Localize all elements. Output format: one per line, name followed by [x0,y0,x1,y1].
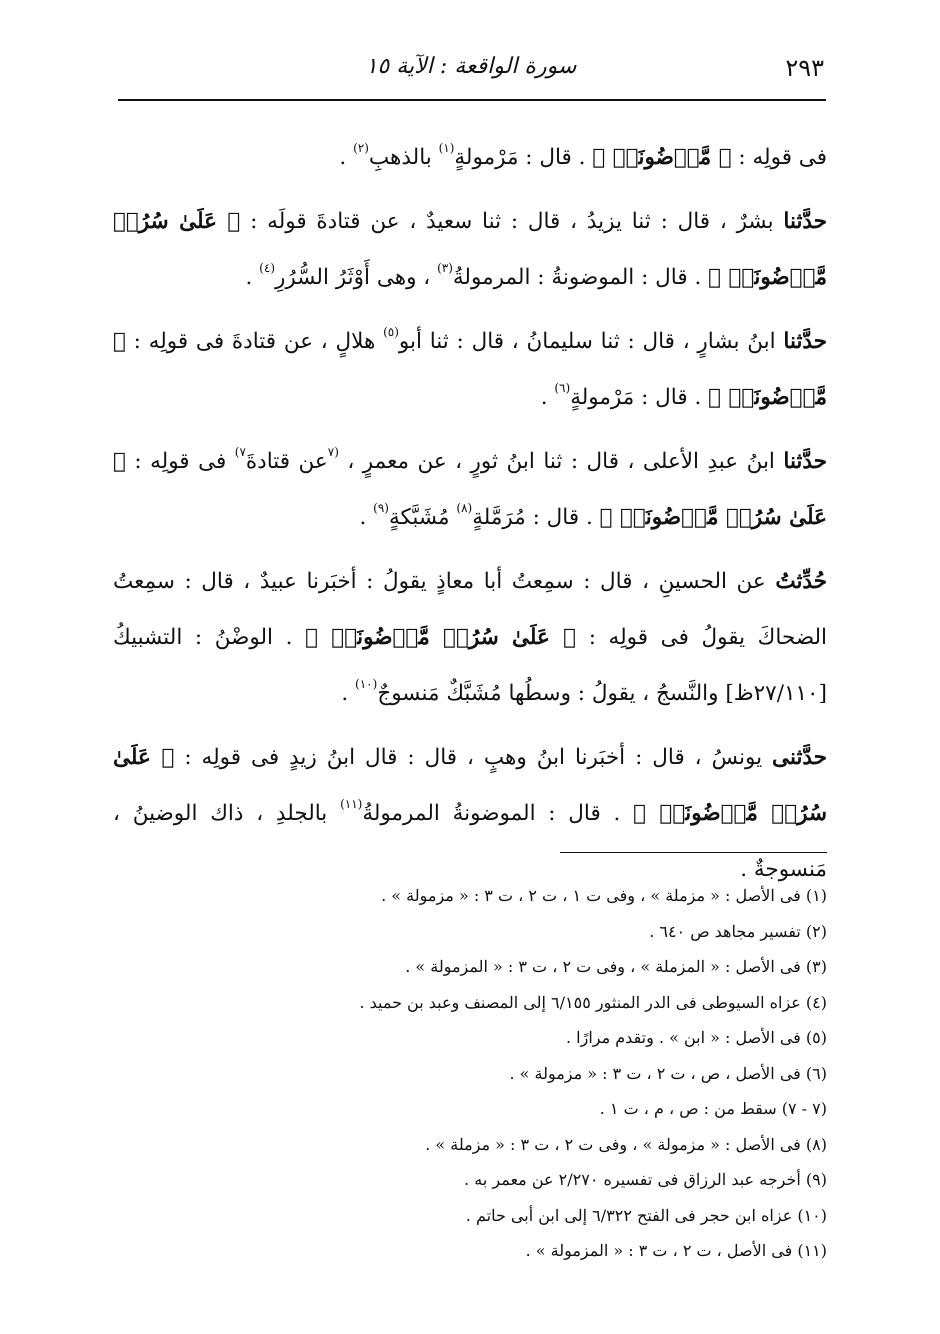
isnad-lead: حدَّثنا [783,449,827,474]
text-run: . قال : مَرْمولةٍ [454,145,593,170]
footnotes [190,878,827,1269]
text-run: بشرٌ ، قال : ثنا يزيدُ ، قال : ثنا سعيدٌ ، عن قتادةَ قولَه : [240,209,784,234]
text-run: . الوضْنُ : التشبيكُ [٢٧/١١٠ظ] والنَّسجُ ، يقولُ : وسطُها مُشَبَّكٌ مَنسوجٌ [113,625,827,706]
text-run: ، وهى أَوْثَرُ السُّرُرِ [275,265,438,290]
text-run: ابنُ بشارٍ ، قال : ثنا سليمانُ ، قال : ثنا أبو [398,329,784,354]
footnote-reference: (٨) [456,501,473,515]
quran-quote: ﴿ عَلَىٰ سُرُرٖ مَّوۡضُونَةٖ ﴾ [113,745,827,826]
text-run: . [339,145,354,170]
text-run: . قال : الموضونةُ المرمولةُ [362,801,634,826]
footnote-reference: (١١) [340,797,363,811]
text-run: عن قتادةَ [245,449,328,474]
isnad-lead: حدَّثنى [772,745,827,770]
isnad-lead: حدَّثنا [783,329,828,354]
text-run: . قال : الموضونةُ : المرمولةُ [452,265,709,290]
paragraph [113,730,827,898]
page-header [118,54,824,94]
text-run: ابنُ عبدِ الأعلى ، قال : ثنا ابنُ ثورٍ ، عن معمرٍ ، [338,449,784,474]
text-run: يونسُ ، قال : أخبَرنا ابنُ وهبٍ ، قال : قال ابنُ زيدٍ فى قولِه : [174,745,773,770]
quran-quote: ﴿ عَلَىٰ سُرُرٖ مَّوۡضُونَةٖ ﴾ [113,449,827,530]
text-run: بالجلدِ ، ذاك الوضينُ ، مَنسوجةٌ . [113,801,827,882]
running-head: سورة الواقعة : الآية ١٥ [365,54,577,79]
text-run: . [245,265,260,290]
footnote-reference: (٤) [259,261,275,275]
text-run: مُشَبَّكةٍ [388,505,457,530]
text-run: . [341,681,356,706]
page-number: ٢٩٣ [785,54,824,82]
footnote: (٧ - ٧) سقط من : ص ، م ، ت ١ . [599,1099,827,1118]
footnote: (٢) تفسير مجاهد ص ٦٤٠ . [649,921,827,941]
footnote-reference: (٥) [383,325,399,339]
text-run: . [540,385,555,410]
text-run: فى قولِه : [731,145,827,170]
paragraph [113,434,827,546]
quran-quote: ﴿ مَّوۡضُونَةٖ ﴾ [113,329,827,410]
footnote-reference: (١) [438,141,455,155]
footnote-reference: (٩) [373,501,389,515]
isnad-lead: حُدِّثتُ [775,569,827,594]
paragraph [113,194,827,306]
text-run: . [359,505,374,530]
body-text [113,130,827,906]
footnote-reference: (٢) [353,141,369,155]
footnote: (٨) فى الأصل : « مزمولة » ، وفى ت ٢ ، ت ٣ : « مزملة » . [425,1134,827,1154]
footnote-reference: (٧ [327,445,339,459]
text-run: . قال : مُرَمَّلةٍ [472,505,600,530]
quran-quote: ﴿ مَّوۡضُونَةٖ ﴾ [592,145,732,170]
footnote: (٤) عزاه السيوطى فى الدر المنثور ٦/١٥٥ إلى المصنف وعبد بن حميد . [359,992,827,1012]
footnote: (١) فى الأصل : « مزملة » ، وفى ت ١ ، ت ٢ ، ت ٣ : « مزمولة » . [381,886,827,905]
header-rule [118,99,826,101]
text-run: . قال : مَرْمولةٍ [570,385,709,410]
footnote: (٩) أخرجه عبد الرزاق فى تفسيره ٢/٢٧٠ عن معمر به . [464,1170,827,1189]
paragraph [113,314,827,426]
paragraph [113,554,827,722]
footnote: (٦) فى الأصل ، ص ، ت ٢ ، ت ٣ : « مزمولة » . [509,1063,827,1083]
footnote-reference: (٦) [554,381,571,395]
text-run: بالذهبِ [368,145,439,170]
text-run: فى قولِه : [125,449,235,474]
footnote: (٣) فى الأصل : « المزملة » ، وفى ت ٢ ، ت ٣ : « المزمولة » . [405,957,827,976]
footnote-reference: (١٠) [355,677,378,691]
text-run: هلالٍ ، عن قتادةَ فى قولِه : [125,329,384,354]
isnad-lead: حدَّثنا [783,209,828,234]
quran-quote: ﴿ عَلَىٰ سُرُرٖ مَّوۡضُونَةٖ ﴾ [113,209,827,290]
text-run: عن الحسينِ ، قال : سمِعتُ أبا معاذٍ يقولُ : أخبَرنا عبيدٌ ، قال : سمِعتُ الضحاكَ يقولُ فى قولِه : [113,569,827,650]
footnote-separator [560,852,827,853]
footnote: (٥) فى الأصل : « ابن » . وتقدم مرارًا . [565,1028,827,1047]
quran-quote: ﴿ عَلَىٰ سُرُرٖ مَّوۡضُونَةٖ ﴾ [305,625,577,650]
paragraph [113,130,827,186]
footnote: (١١) فى الأصل ، ت ٢ ، ت ٣ : « المزمولة » . [525,1241,827,1260]
footnote: (١٠) عزاه ابن حجر فى الفتح ٦/٣٢٢ إلى ابن أبى حاتم . [465,1205,827,1225]
footnote-reference: (٣) [437,261,453,275]
footnote-reference: ٧) [234,445,246,459]
